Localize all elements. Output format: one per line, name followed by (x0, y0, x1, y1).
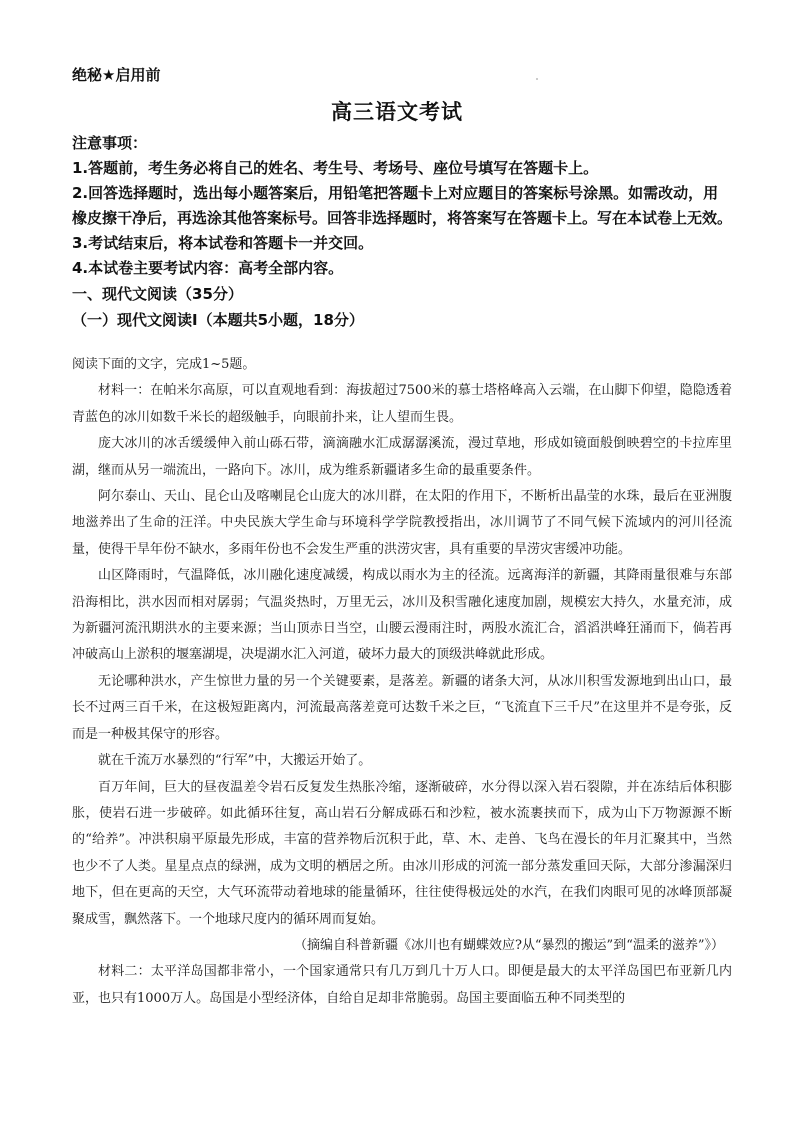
material1-paragraph-6: 就在千流万水暴烈的“行军”中，大搬运开始了。 (98, 753, 372, 769)
material1-source: （摘编自科普新疆《冰川也有蝴蝶效应?从“暴烈的搬运”到“温柔的滋养”》） (293, 937, 724, 953)
secret-mark: 绝秘★启用前 (72, 66, 161, 84)
material1-paragraph-2: 庞大冰川的冰舌缓缓伸入前山砾石带，滴滴融水汇成潺潺溪流，漫过草地，形成如镜面般倒映碧空的卡拉库里湖，继而从另一端流出，一路向下。冰川，成为维系新疆诸多生命的最重要条件。 (72, 436, 732, 478)
material1-paragraph-4: 山区降雨时，气温降低，冰川融化速度减缓，构成以雨水为主的径流。远离海洋的新疆，其降雨量很难与东部沿海相比，洪水因而相对孱弱；气温炎热时，万里无云，冰川及积雪融化速度加剧，规模宏大持久，水量充沛，成为新疆河流汛期洪水的主要来源；当山顶赤日当空，山腰云漫雨注时，两股水流汇合，滔滔洪峰狂涌而下，倘若再冲破高山上淤积的堰塞湖堤，决堤湖水汇入河道，破坏力最大的顶级洪峰就此形成。 (72, 568, 732, 663)
notice-item-3: 3.考试结束后，将本试卷和答题卡一并交回。 (72, 234, 374, 252)
material1-paragraph-3: 阿尔泰山、天山、昆仑山及喀喇昆仑山庞大的冰川群，在太阳的作用下，不断析出晶莹的水珠，最后在亚洲腹地滋养出了生命的汪洋。中央民族大学生命与环境科学学院教授指出，冰川调节了不同气候下流域内的河川径流量，使得干旱年份不缺水，多雨年份也不会发生严重的洪涝灾害，具有重要的旱涝灾害缓冲功能。 (72, 489, 732, 557)
scan-speck (536, 78, 538, 80)
notice-heading: 注意事项： (72, 134, 148, 152)
material1-paragraph-5: 无论哪种洪水，产生惊世力量的另一个关键要素，是落差。新疆的诸条大河，从冰川积雪发源地到出山口，最长不过两三百千米，在这极短距离内，河流最高落差竟可达数千米之巨，“飞流直下三千尺”在这里并不是夸张，反而是一种极其保守的形容。 (72, 673, 732, 742)
instruction: 阅读下面的文字，完成1~5题。 (72, 357, 256, 372)
material1-paragraph-7: 百万年间，巨大的昼夜温差令岩石反复发生热胀冷缩，逐渐破碎，水分得以深入岩石裂隙，并在冻结后体积膨胀，使岩石进一步破碎。如此循环往复，高山岩石分解成砾石和沙粒，被水流裹挟而下，成为山下万物源源不断的“给养”。冲洪积扇平原最先形成，丰富的营养物后沉积于此，草、木、走兽、飞鸟在漫长的年月汇聚其中，当然也少不了人类。星星点点的绿洲，成为文明的栖居之所。由冰川形成的河流一部分蒸发重回天际，大部分渗漏深归地下，但在更高的天空，大气环流带动着地球的能量循环，往往使得极远处的水汽，在我们肉眼可见的冰峰顶部凝聚成雪，飘然落下。一个地球尺度内的循环周而复始。 (72, 779, 732, 927)
notice-item-2: 2.回答选择题时，选出每小题答案后，用铅笔把答题卡上对应题目的答案标号涂黑。如需改动，用橡皮擦干净后，再选涂其他答案标号。回答非选择题时，将答案写在答题卡上。写在本试卷上无效。 (72, 184, 733, 227)
notice-item-4: 4.本试卷主要考试内容：高考全部内容。 (72, 259, 344, 277)
part-heading: 一、现代文阅读（35分） (72, 285, 243, 303)
material2-paragraph: 材料二：太平洋岛国都非常小，一个国家通常只有几万到几十万人口。即便是最大的太平洋岛国巴布亚新几内亚，也只有1000万人。岛国是小型经济体，自给自足却非常脆弱。岛国主要面临五种不同类型的 (72, 964, 732, 1006)
reading-passage (72, 352, 732, 1012)
notice-block (72, 131, 732, 333)
material1-paragraph-1: 材料一：在帕米尔高原，可以直观地看到：海拔超过7500米的慕士塔格峰高入云端，在山脚下仰望，隐隐透着青蓝色的冰川如数千米长的超级触手，向眼前扑来，让人望而生畏。 (72, 383, 732, 425)
notice-item-1: 1.答题前，考生务必将自己的姓名、考生号、考场号、座位号填写在答题卡上。 (72, 159, 599, 177)
sub-heading: （一）现代文阅读Ⅰ（本题共5小题，18分） (72, 311, 364, 329)
exam-title: 高三语文考试 (331, 100, 463, 124)
